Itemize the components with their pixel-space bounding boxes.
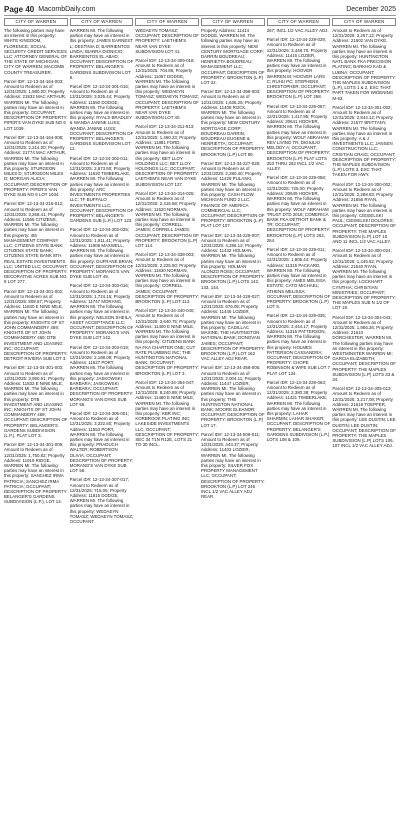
notice-text: Parcel ID#: 12-13-34-304-043; Amount to Redeem as of 12/31/2025: 1,956.26; Property Address: 21610 DORCHESTER, WARREN MI. The following parties may have an interest in this property: WESTMINSTER WARREN MI; GARCIA ELIZABETH; OCCUPANT; DESCRIPTION OF PROPERTY: THE MAPLES SUBDIVISION (L.P) LOTS 33 & 34. <box>332 314 396 382</box>
notice-column <box>332 18 396 836</box>
legal-notice <box>267 247 331 309</box>
notice-text: Parcel ID#: 12-13-34-229-007; Amount to Redeem as of 12/31/2025: 4,286.12; Property Address: 11432 HOLMAN, WARREN MI. The following parties may have an interest in this property: HOLMAN ALONZO ROSS; OCCUPANT; DESCRIPTION OF PROPERTY: BROOKTON (L.P) LOTS 142, 143, 144. <box>201 232 265 290</box>
notice-text: Parcel ID#: 12-13-34-229-058; Amount to Redeem as of 12/31/2025: 725.00; Property Address: 20649 HOOVER, WARREN MI. The following parties may have an interest in this property: WOLF ABRAHAM TRUST DTD 2018; COMERICA BANK FKA DETROIT BANK & TR; OCCUPANT; DESCRIPTION OF PROPERTY: BROOKTON (L.P) LOTS 263, 264. <box>266 175 331 243</box>
notice-text: Parcel ID#: 12-13-34-302-025; Amount to Redeem as of 12/31/2025: 1,911.41; Property Address: 11905 MAXWELL, WARREN MI. The following parties may have an interest in this property: DUFRANE BRIAN; OCCUPANT; DESCRIPTION OF PROPERTY: MORANG'S VAN DYKE SUB LOT 49. <box>69 227 134 280</box>
legal-notice <box>4 442 68 504</box>
legal-notice <box>70 411 134 473</box>
legal-notice <box>70 283 134 340</box>
legal-notice <box>70 84 134 152</box>
legal-notice <box>201 365 265 427</box>
legal-notice <box>70 477 134 524</box>
legal-notice <box>332 105 396 178</box>
legal-notice <box>4 365 68 438</box>
legal-notice <box>135 28 199 54</box>
page-number: Page 40 <box>4 4 35 14</box>
legal-notice <box>267 28 331 33</box>
notice-text: Parcel ID#: 12-13-34-354-047; Amount to Redeem as of 12/31/2025: 8,240.89; Property Address: 11480 E NINE MILE, WARREN MI. The following parties may have an interest in this property: KBR INC; KORBROOK PLATING INC; LAKESIDE INVESTMENTS LLC; OCCUPANT; DESCRIPTION OF PROPERTY: SEC 34 T1N R12E, LOTS 21 TO 30 INCL. <box>135 379 199 448</box>
legal-notice <box>135 191 199 248</box>
column-heading: CITY OF WARREN <box>267 18 331 26</box>
legal-notice <box>332 386 396 448</box>
legal-notice <box>70 28 134 80</box>
legal-notice <box>135 58 199 120</box>
notice-text: Parcel ID#: 12-13-34-301-016; Amount to Redeem as of 12/31/2025: 3,025.44; Property Address: 11550 DODGE, WARREN MI. The following parties may have an interest in this property: RYALS BRADLEY & WANDA JANINE LUSS; WANDA JANINE LUSS; OCCUPANT; DESCRIPTION OF PROPERTY: BELANGER'S GARDENS SUBDIVISION LOT 12. <box>69 84 134 152</box>
site-name: MacombDaily.com <box>38 5 96 13</box>
notice-column <box>135 18 199 836</box>
legal-notice <box>267 104 331 172</box>
legal-notice <box>201 161 265 229</box>
legal-notice <box>135 124 199 186</box>
legal-notice <box>201 432 265 500</box>
legal-notice <box>70 227 134 279</box>
legal-notice-columns <box>4 18 396 836</box>
column-heading: CITY OF WARREN <box>4 18 68 26</box>
column-heading: CITY OF WARREN <box>332 18 396 26</box>
notice-text: Parcel ID#: 12-13-34-311-013; Amount to Redeem as of 12/31/2025: 1,460.23; Property Address: 11881 FORD, WARREN MI. The following parties may have an interest in this property: BET LLOY HOLDINGS LLC; BET LLOY HOLDINGS LLC; OCCUPANT; DESCRIPTION OF PROPERTY: LAETHEM'S NEAR VAN DYKE SUBDIVISION LOT 127. <box>135 124 199 187</box>
notice-text: Parcel ID#: 12-13-34-303-019; Amount to Redeem as of 12/31/2025: 2,188.09; Property Address: 11627 PORT, WARREN MI. The following parties may have an interest in this property: JASKOWSKI BARBARA; JASKOWSKI BARBARA; OCCUPANT; DESCRIPTION OF PROPERTY: MORANG'S VAN DYKE SUB LOT 55. <box>69 344 134 407</box>
notice-text: Parcel ID#: 12-13-34-305-001; Amount to Redeem as of 12/31/2025: 3,322.60; Property Address: 11553 PORT, WARREN MI. The following parties may have an interest in this property: PRADUCH WALTER; ROBERTSON OLIVIA; OCCUPANT; DESCRIPTION OF PROPERTY: MORANG'S VAN DYKE SUB LOT 56. <box>69 411 134 474</box>
notice-column <box>70 18 134 836</box>
notice-text: Parcel ID#: 12-13-34-305-013; Amount to Redeem as of 12/31/2025: 3,217.08; Property Address: 21619 TOEPFER, WARREN MI. The following parties may have an interest in this property: LEE DUSTIN; LEE DUSTIN; LEE DUSTIN; OCCUPANT; DESCRIPTION OF PROPERTY: THE MAPLES SUBDIVISION (L.P) LOTS 106, 107 INCL 1/2 VAC ALLEY ADJ. <box>332 386 396 449</box>
page-header <box>4 3 396 16</box>
notice-text: Parcel ID#: 12-13-34-398-003; Amount to Redeem as of 12/31/2025: 1,635.25; Property Address: 11408 ROCK, WARREN MI. The following parties may have an interest in this property: NEW CENTURY MORTGAGE CORP; BOUDREAU DARRIN; BOUDREAU EUGENE & HENRIETTA; OCCUPANT; DESCRIPTION OF PROPERTY: BROOKTON (L.P) LOT 99. <box>201 89 265 157</box>
legal-notice <box>70 156 134 224</box>
legal-notice <box>201 28 265 85</box>
legal-notice <box>4 79 68 131</box>
notice-text: Parcel ID#: 12-13-34-229-063; Amount to Redeem as of 12/31/2025: 2,380.38; Property Address: 11421 TIMBERLAKE, WARREN MI. The following parties may have an interest in this property: LAHAR SHARMIN; LAHAR SHAKER; OCCUPANT; DESCRIPTION OF PROPERTY: BELANGER'S GARDENS SUBDIVISION (L.P.) LOTS 108 & 109. <box>266 379 331 443</box>
legal-notice <box>332 248 396 310</box>
legal-notice <box>4 135 68 197</box>
legal-notice <box>332 182 396 244</box>
legal-notice <box>267 380 331 442</box>
notice-text: Parcel ID#: 12-13-34-340-040; Amount to Redeem as of 12/31/2025: 3,640.75; Property Address: 11400 E NINE MILE, WARREN MI. The following parties may have an interest in this property: CITIZENS BANK NA FKA CHARTER ONE; CUT RATE PLUMBING INC; THE HUNTINGTON NATIONAL BANK; OCCUPANT; DESCRIPTION OF PROPERTY: BROOKTON (L.P) LOT 3. <box>135 308 199 376</box>
notice-text: Parcel ID#: 12-13-34-303-016; Amount to Redeem as of 12/31/2025: 1,724.15; Property Address: 11747 MORANG, WARREN MI. The following parties may have an interest in this property: NELSON SHEILA; ASSET ACCEPTANCE LLC; OCCUPANT; DESCRIPTION OF PROPERTY: MORANG'S VAN DYKE SUB LOT 142. <box>69 283 134 341</box>
legal-notice <box>332 28 396 101</box>
notice-text: Parcel ID#: 12-13-34-301-002; Amount to Redeem as of 12/31/2025: 808.57; Property Address: 11840 E NINE MILE, WARREN MI. The following parties may have an interest in this property: KNIGHTS OF ST JOHN COMMANDERY 469; KNIGHTS OF ST JOHN COMMANDERY 469; DTB INVESTMENT AND LEASING INC; OCCUPANT; DESCRIPTION OF PROPERTY: DETROIT RIVIERA SUB LOT 3. <box>4 288 68 362</box>
notice-text: Parcel ID#: 12-13-34-229-035; Amount to Redeem as of 12/31/2025: 2,444.17; Property Address: 11315 PATTERSON, WARREN MI. The following parties may have an interest in this property: HOLMES PATTERSON CASSANDRA; OCCUPANT; DESCRIPTION OF PROPERTY: CHOPE ROBINSON & WIFE SUB LOT 7 PLAT LOT 134. <box>266 313 331 376</box>
legal-notice <box>70 345 134 407</box>
legal-notice <box>267 313 331 375</box>
notice-text: Parcel ID#: 12-13-34-229-057; Amount to Redeem as of 12/31/2025: 1,417.95; Property Address: 20641 HOOVER, WARREN MI. The following parties may have an interest in this property: WOLF ABRAHAM REV LIVING TR; DIGIULIO MELODY A; OCCUPANT; DESCRIPTION OF PROPERTY: BROOKTON (L.P) PLAT LOTS 253 THRU 262 INCL 1/2 VAC ALLEY. <box>266 103 331 172</box>
legal-notice <box>135 252 199 304</box>
legal-notice <box>332 315 396 383</box>
legal-notice <box>201 233 265 290</box>
notice-text: 267; INCL 1/2 VAC ALLEY ADJ. <box>266 28 329 33</box>
notice-text: Parcel ID#: 12-13-34-509-011; Amount to Redeem as of 12/31/2025: 443.37; Property Address: 11402 LOZIER, WARREN MI. The following parties may have an interest in this property: SILVER FOX PROPERTY MANAGEMENT LLC; OCCUPANT; DESCRIPTION OF PROPERTY: BROOKTON (L.P) LOT 245 INCL 1/2 VAC ALLEY ADJ REAR. <box>201 431 265 500</box>
notice-text: Parcel ID#: 12-13-34-216-012; Amount to Redeem as of 12/31/2025: 3,268.41; Property Address: 11566 CITIZENS, WARREN MI. The following parties may have an interest in this property: 4M MANAGEMENT COMPANY LLC; CITIZENS STATE BANK; CITIZENS STATE BANK; CITIZENS STATE BANK 8TH REAL ESTATE INVESTMENTS LLC; UNITED LLC; OCCUPANT; DESCRIPTION OF PROPERTY: DECORATIVE ACRES SUB NO. 8 LOT 277. <box>4 201 68 285</box>
legal-notice <box>4 28 68 75</box>
notice-text: Parcel ID#: 12-13-34-338-003; Amount to Redeem as of 12/31/2025: 2,225.50; Property Address: 11630 NORMAN, WARREN MI. The following parties may have an interest in this property: CORRELL JAMES; OCCUPANT; DESCRIPTION OF PROPERTY: BROOKTON (L.P) LOT 113. <box>135 252 199 304</box>
notice-text: Parcel ID#: 12-13-34-227-028; Amount to Redeem as of 12/31/2025: 2,280.40; Property Address: 11429 PULASKI, WARREN MI. The following parties may have an interest in this property: CASH FLOW MICHIGAN FUND 2 LLC; FINANCE OF AMERICA COMMERCIAL LLC; OCCUPANT; DESCRIPTION OF PROPERTY: BROOKTON (L.P) PLAT LOT 107. <box>201 160 265 229</box>
legal-notice <box>4 201 68 284</box>
legal-notice <box>135 380 199 448</box>
notice-text: The following parties may have an interest in this property: WHITE KINGDOM, FLORENCE; SOCIAL SECURITY CREDIT SERVICES LLC; ATTORNEY GENERAL OF THE STATE OF MICHIGAN; CITY OF WARREN; MACOMB COUNTY TREASURER. <box>4 28 68 75</box>
notice-text: Parcel ID#: 12-13-34-314-025; Amount to Redeem as of 12/31/2025: 2,416.58; Property Address: 11520 NORMAN, WARREN MI. The following parties may have an interest in this property: CORRELL JAMES; CORRELL JAMES; OCCUPANT; DESCRIPTION OF PROPERTY: BROOKTON (L.P) LOT 114. <box>135 190 199 248</box>
legal-notice <box>267 175 331 243</box>
notice-text: Parcel ID#: 12-13-34-229-027; Amount to Redeem as of 12/31/2025: 676.05; Property Address: 11446 LOZIER, WARREN MI. The following parties may have an interest in this property: CADILLAC MAXINE; THE HUNTINGTON NATIONAL BANK; DONOVAN JAMES; OCCUPANT; DESCRIPTION OF PROPERTY: BROOKTON (L.P) LOT 162 VAC ALLEY ADJ REAR. <box>201 293 265 362</box>
notice-text: Parcel ID#: 12-13-34-300-024; Amount to Redeem as of 12/31/2025: 1,445.62; Property Address: 21640 RYAN, WARREN MI. The following parties may have an interest in this property: LOCKHART CYNTHIA; CHRISTIAN MINISTRIES; OCCUPANT; DESCRIPTION OF PROPERTY: THE MAPLES SUB N 1/2 OF LOT 19. <box>332 248 396 311</box>
column-heading: CITY OF WARREN <box>201 18 265 26</box>
legal-notice <box>4 289 68 362</box>
notice-text: WARREN MI. The following parties may have an interest in this property: JAMES EARNEST L; DESTINIA D; BARRIENTOS LINDA; IBARRA DIONICIO; BARRIENTOS EL ABAD; OCCUPANT; DESCRIPTION OF PROPERTY: BELANGER'S GARDENS SUBDIVISION LOT 9. <box>69 28 134 80</box>
notice-text: Parcel ID#: 12-13-34-229-011; Amount to Redeem as of 12/31/2025: 1,805.44; Property Address: 11315 PACKARD, WARREN MI. The following parties may have an interest in this property: AMES MELISSA ESTATE; CATO MICHAEL; ATHENS MELISSA; OCCUPANT; DESCRIPTION OF PROPERTY: BROOKTON (L.P) LOT 5. <box>266 246 331 310</box>
notice-text: Parcel ID#: 12-13-34-301-009; Amount to Redeem as of 12/31/2025: 1,750.82; Property Address: 11919 RIDGE, WARREN MI. The following parties may have an interest in this property: SANCHEZ IRMA PATRICIA; SANCHEZ IRMA PATRICIA; OCCUPANT; DESCRIPTION OF PROPERTY: BELANGER'S GARDENS SUBDIVISION (L.P.), LOT 14. <box>4 442 68 505</box>
legal-notice <box>135 308 199 376</box>
notice-text: Parcel ID#: 12-13-34-164-008; Amount to Redeem as of 12/31/2025: 2,214.00; Property Address: 21774 MAC ARTHUR, WARREN MI. The following parties may have an interest in this property: STURGEON MILES D; STURGEON MILES D; MORGAN ALICIA; OCCUPANT; DESCRIPTION OF PROPERTY: PIPER'S VAN DYKE SUB NO 6 LOT 1034. <box>4 134 68 198</box>
legal-notice <box>201 89 265 157</box>
column-heading: CITY OF WARREN <box>70 18 134 26</box>
notice-text: Parcel ID#: 12-13-34-164-003; Amount to Redeem as of 12/31/2025: 1,980.00; Property Address: 21832 MAC ARTHUR, WARREN MI. The following parties may have an interest in this property: OCCUPANT; DESCRIPTION OF PROPERTY: PIPER'S VAN DYKE SUB NO 6 LOT 1039. <box>4 78 68 131</box>
notice-text: Parcel ID#: 12-13-34-309-018; Amount to Redeem as of 12/31/2025: 704.86; Property Address: 11057 DODGE, WARREN MI. The following parties may have an interest in this property: WEDAEYN TOMASZ; WEDAEYN TOMASZ; OCCUPANT; DESCRIPTION OF PROPERTY: LAETHEM'S NEAR VAN DYKE SUBDIVISION LOT 40. <box>135 58 199 121</box>
notice-column <box>267 18 331 836</box>
notice-text: WEDAEYN TOMASZ; OCCUPANT; DESCRIPTION OF PROPERTY: LAETHEM'S NEAR VAN DYKE SUBDIVISION LOT 41. <box>135 28 199 54</box>
issue-date: December 2025 <box>346 5 396 13</box>
notice-text: Parcel ID#: 12-13-34-301-003; Amount to Redeem as of 12/31/2025: 3,950.61; Property Address: 11832 E NINE MILE, WARREN MI. The following parties may have an interest in this property: DTB INVESTMENT AND LEASING INC; KNIGHTS OF ST JOHN COMMANDERY 469; OCCUPANT; DESCRIPTION OF PROPERTY: BELANGER'S GARDENS SUBDIVISION (L.P.), PLAT LOT 3. <box>4 365 68 439</box>
notice-text: Parcel ID#: 12-13-34-301-002; Amount to Redeem as of 12/31/2025: 2,844.12; Property Address: 21577 BRITTANY, WARREN MI. The following parties may have an interest in this property: A & J INVESTMENTS LLC; JANSEN CONSTRUCTION LLC; CRISTIAN CRAIG; OCCUPANT; DESCRIPTION OF PROPERTY: THE MAPLES SUBDIVISION (L.P) LOTS 3, EXC THAT TAKEN FOR HWY. <box>332 104 396 178</box>
notice-text: Parcel ID#: 12-13-34-302-011; Amount to Redeem as of 12/31/2025: 2,673.50; Property Address: 11620 TIMBERLAKE, WARREN MI. The following parties may have an interest in this property: ARC INVESTMENTS PROPERTIES LLC; TF BUFFALO INVESTMENTS LLC; OCCUPANT; DESCRIPTION OF PROPERTY: BELANGER'S GARDENS SUB (L.P.) LOT 123. <box>69 155 134 224</box>
notice-text: Parcel ID#: 12-13-34-307-017; Amount to Redeem as of 12/31/2025: 715.05; Property Address: 11815 DODGE, WARREN MI. The following parties may have an interest in this property: WEDAEYN TOMASZ; WEDAEYN TOMASZ; OCCUPANT. <box>69 477 134 525</box>
notice-text: Amount to Redeem as of 12/31/2025: 3,257.12; Property Address: 21602 VAN DYKE, WARREN MI. The following parties may have an interest in this property: HUNTINGTON NATL BANK FKA PRECISION PLATING; BARKHO KAD & LUBNA; OCCUPANT; DESCRIPTION OF PROPERTY: THE MAPLES SUBDIVISION (L.P), LOTS 1 & 2, EXC THAT PART TAKEN FOR WIDENING M-53. <box>332 28 396 101</box>
notice-text: Parcel ID#: 12-13-34-229-029; Amount to Redeem as of 12/31/2025: 3,448.70; Property Address: 11416 LOZIER, WARREN MI. The following parties may have an interest in this property: HOOVER WARREN M; HOOVER LARS C; RUHU PC; STEPHENS CHRISTOPHER; OCCUPANT; DESCRIPTION OF PROPERTY: BROOKTON (L.P) LOT 268. <box>266 37 331 100</box>
notice-text: Parcel ID#: 12-13-34-358-006; Amount to Redeem as of 12/31/2025: 2,004.11; Property Address: 11447 LOZIER, WARREN MI. The following parties may have an interest in this property: THE HUNTINGTON NATIONAL BANK; MOORE ELEANOR; OCCUPANT; DESCRIPTION OF PROPERTY: BROOKTON (L.P) LOT 17. <box>201 365 265 428</box>
notice-text: Property Address: 11414 DODGE, WARREN MI. The following parties may have an interest in this property: NEW CENTURY MORTGAGE CORP; DARRIN BOUDREAU; HENRIETTA BOUDREAU; MANAGEMENT LLC; OCCUPANT; DESCRIPTION OF PROPERTY: BROOKTON (L.P) LOT 22. <box>201 28 265 86</box>
legal-notice <box>201 294 265 362</box>
header-left <box>4 5 95 14</box>
column-heading: CITY OF WARREN <box>135 18 199 26</box>
notice-column <box>201 18 265 836</box>
notice-text: Parcel ID#: 12-13-34-300-002; Amount to Redeem as of 12/31/2025: 2,288.83; Property Address: 21656 RYAN, WARREN MI. The following parties may have an interest in this property: CIESIELSKI PAUL; CIESIELSKI DOLORES; OCCUPANT; DESCRIPTION OF PROPERTY: THE MAPLES SUBDIVISION (L.P) LOT 10 AND 11 INCL 1/2 VAC ALLEY. <box>332 181 396 244</box>
notice-column <box>4 18 68 836</box>
legal-notice <box>267 37 331 99</box>
